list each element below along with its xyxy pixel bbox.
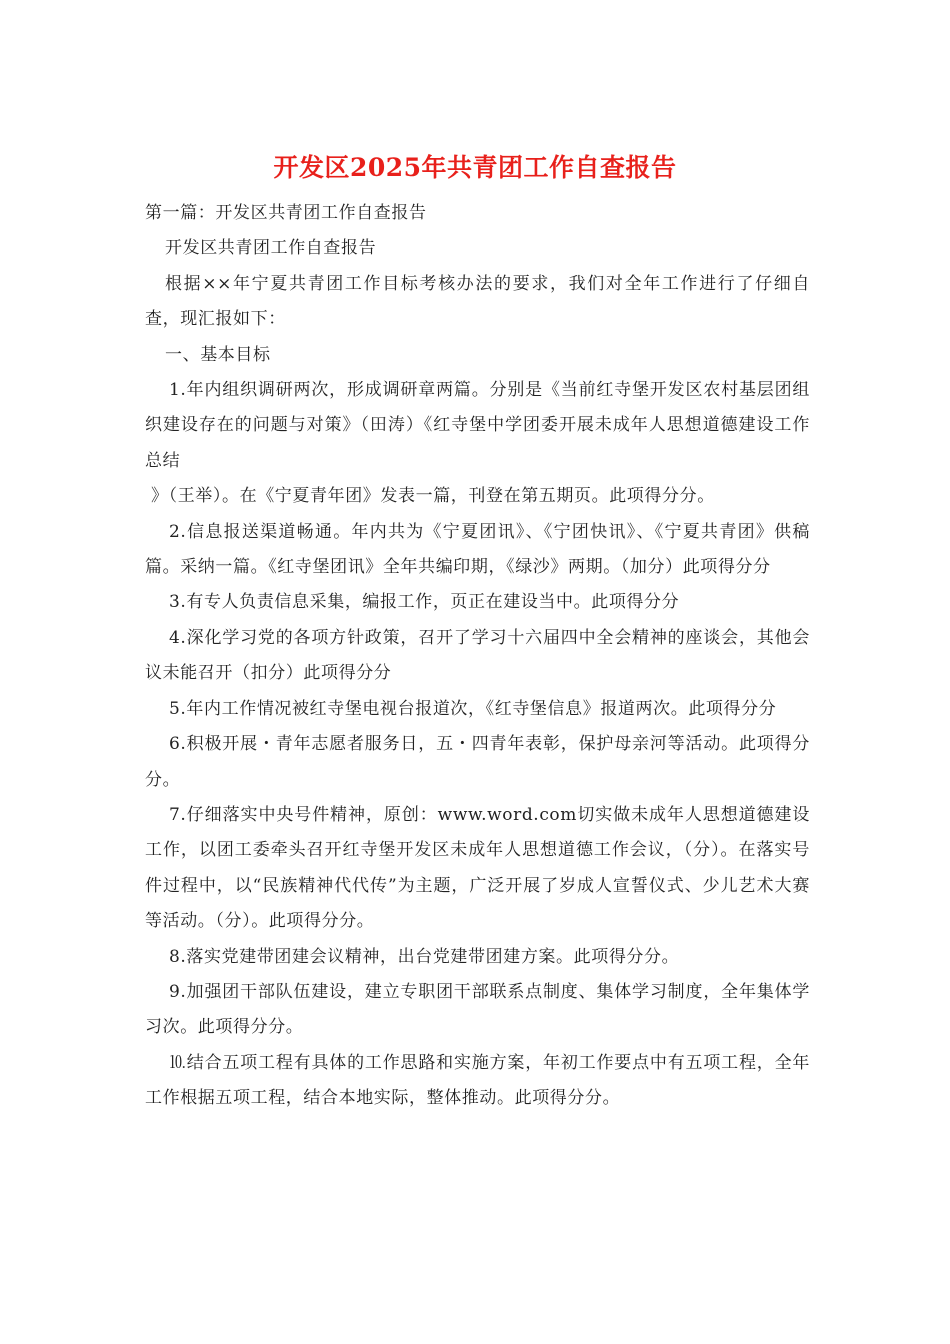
list-item: 4.深化学习党的各项方针政策，召开了学习十六届四中全会精神的座谈会，其他会议未能召开（扣分）此项得分分 xyxy=(145,627,810,684)
intro-paragraph: 根据××年宁夏共青团工作目标考核办法的要求，我们对全年工作进行了仔细自查，现汇报如下： xyxy=(145,273,810,330)
list-item: 7.仔细落实中央号件精神，原创：www.word.com切实做未成年人思想道德建设工作，以团工委牵头召开红寺堡开发区未成年人思想道德工作会议，（分）。在落实号件过程中，以“民族精神代代传”为主题，广泛开展了岁成人宣誓仪式、少儿艺术大赛等活动。（分）。此项得分分。 xyxy=(145,804,810,932)
section-heading: 第一篇：开发区共青团工作自查报告 xyxy=(145,203,427,223)
list-item: 2.信息报送渠道畅通。年内共为《宁夏团讯》、《宁团快讯》、《宁夏共青团》供稿篇。采纳一篇。《红寺堡团讯》全年共编印期，《绿沙》两期。（加分）此项得分分 xyxy=(145,521,810,578)
list-item: 8.落实党建带团建会议精神，出台党建带团建方案。此项得分分。 xyxy=(169,946,680,967)
list-item: 1.年内组织调研两次，形成调研章两篇。分别是《当前红寺堡开发区农村基层团组织建设存在的问题与对策》（田涛）《红寺堡中学团委开展未成年人思想道德建设工作总结 xyxy=(145,380,810,471)
report-subtitle: 开发区共青团工作自查报告 xyxy=(165,238,377,259)
document-title: 开发区2025年共青团工作自查报告 xyxy=(273,153,677,182)
list-item: 5.年内工作情况被红寺堡电视台报道次，《红寺堡信息》报道两次。此项得分分 xyxy=(169,698,777,719)
list-item: 3.有专人负责信息采集，编报工作，页正在建设当中。此项得分分 xyxy=(169,592,680,613)
list-item: ⒑结合五项工程有具体的工作思路和实施方案，年初工作要点中有五项工程，全年工作根据五项工程，结合本地实际，整体推动。此项得分分。 xyxy=(145,1052,810,1109)
document-body xyxy=(145,196,810,1117)
basic-goals-heading: 一、基本目标 xyxy=(165,344,271,365)
list-item: 9.加强团干部队伍建设，建立专职团干部联系点制度、集体学习制度，全年集体学习次。此项得分分。 xyxy=(145,981,810,1038)
list-item: 6.积极开展・青年志愿者服务日，五・四青年表彰，保护母亲河等活动。此项得分分。 xyxy=(145,734,810,790)
list-item-continuation: 》（王举）。在《宁夏青年团》发表一篇，刊登在第五期页。此项得分分。 xyxy=(151,486,715,507)
